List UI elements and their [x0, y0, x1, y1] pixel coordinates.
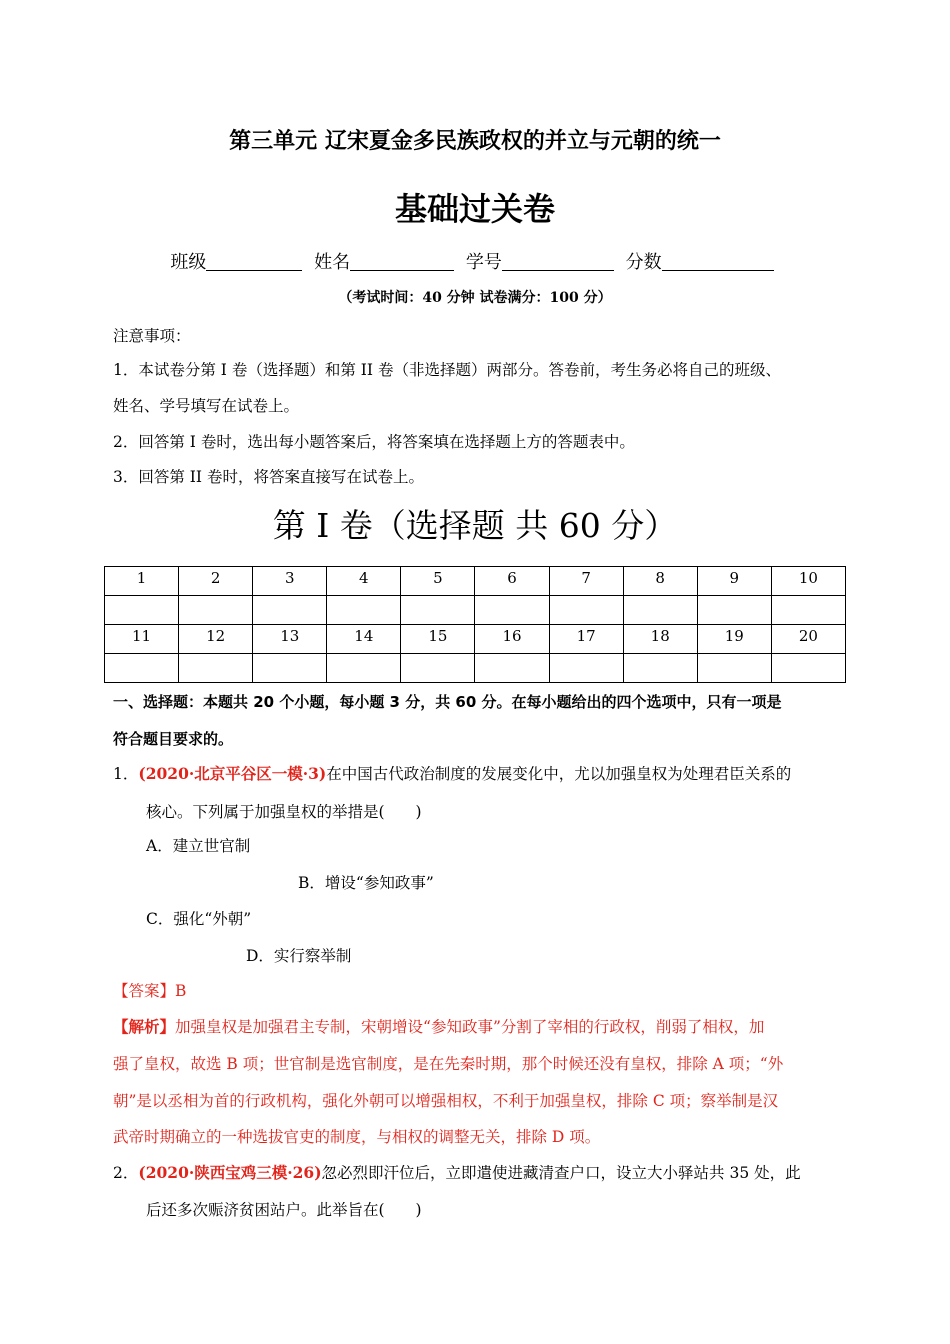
q1-analysis-line-2: 强了皇权，故选 B 项；世官制是选官制度，是在先秦时期，那个时候还没有皇权，排除 A 项；“外 — [113, 1055, 784, 1073]
class-blank[interactable] — [206, 252, 302, 271]
answer-cell[interactable] — [179, 654, 253, 683]
question-2 — [113, 1161, 801, 1183]
table-cell: 10 — [771, 567, 845, 596]
question-number: 1． — [113, 765, 139, 783]
answer-cell[interactable] — [697, 654, 771, 683]
table-cell: 3 — [253, 567, 327, 596]
mc-instructions: 一、选择题：本题共 20 个小题，每小题 3 分，共 60 分。在每小题给出的四个选项中，只有一项是 — [113, 693, 782, 711]
analysis-text: 加强皇权是加强君主专制，宋朝增设“参知政事”分割了宰相的行政权，削弱了相权，加 — [175, 1018, 765, 1036]
answer-cell[interactable] — [105, 654, 179, 683]
question-number: 2． — [113, 1164, 139, 1182]
table-cell: 6 — [475, 567, 549, 596]
notes-heading: 注意事项： — [113, 327, 191, 345]
answer-cell[interactable] — [401, 596, 475, 625]
answer-cell[interactable] — [549, 654, 623, 683]
question-source: (2020·陕西宝鸡三模·26) — [138, 1163, 322, 1182]
answer-cell[interactable] — [401, 654, 475, 683]
question-stem: 忽必烈即汗位后，立即遣使进藏清查户口，设立大小驿站共 35 处，此 — [321, 1164, 801, 1182]
score-blank[interactable] — [662, 252, 774, 271]
name-label: 姓名 — [314, 252, 351, 273]
table-cell: 11 — [105, 625, 179, 654]
answer-cell[interactable] — [327, 654, 401, 683]
answer-cell[interactable] — [179, 596, 253, 625]
question-stem: 在中国古代政治制度的发展变化中，尤以加强皇权为处理君臣关系的 — [326, 765, 792, 783]
note-item-1: 1．本试卷分第 I 卷（选择题）和第 II 卷（非选择题）两部分。答卷前，考生务必将自己的班级、 — [113, 361, 781, 379]
student-id-blank[interactable] — [502, 252, 614, 271]
table-cell: 15 — [401, 625, 475, 654]
table-cell: 20 — [771, 625, 845, 654]
table-cell: 14 — [327, 625, 401, 654]
answer-cell[interactable] — [327, 596, 401, 625]
note-item-2: 2．回答第 I 卷时，选出每小题答案后，将答案填在选择题上方的答题表中。 — [113, 433, 635, 451]
page-subtitle: 基础过关卷 — [394, 190, 555, 228]
name-blank[interactable] — [350, 252, 454, 271]
mc-instructions-cont: 符合题目要求的。 — [113, 730, 234, 748]
question-2-stem-cont: 后还多次赈济贫困站户。此举旨在( ) — [146, 1201, 422, 1219]
section-title: 第 I 卷（选择题 共 60 分） — [272, 506, 678, 545]
answer-table — [104, 566, 846, 683]
page-title: 第三单元 辽宋夏金多民族政权的并立与元朝的统一 — [229, 129, 721, 154]
q1-option-b[interactable]: B．增设“参知政事” — [298, 874, 434, 892]
class-label: 班级 — [170, 252, 207, 273]
answer-cell[interactable] — [475, 654, 549, 683]
question-source: (2020·北京平谷区一模·3) — [138, 764, 327, 783]
q1-option-a[interactable]: A．建立世官制 — [146, 837, 251, 855]
table-cell: 17 — [549, 625, 623, 654]
q1-analysis — [113, 1015, 764, 1037]
table-cell: 1 — [105, 567, 179, 596]
table-cell: 2 — [179, 567, 253, 596]
note-item-1-cont: 姓名、学号填写在试卷上。 — [113, 397, 300, 415]
table-cell: 12 — [179, 625, 253, 654]
table-cell: 13 — [253, 625, 327, 654]
answer-cell[interactable] — [623, 654, 697, 683]
table-cell: 7 — [549, 567, 623, 596]
answer-table-blank-row-1 — [105, 596, 846, 625]
exam-time-note: （考试时间：40 分钟 试卷满分：100 分） — [338, 290, 612, 306]
answer-cell[interactable] — [475, 596, 549, 625]
answer-cell[interactable] — [549, 596, 623, 625]
answer-cell[interactable] — [623, 596, 697, 625]
answer-table-header-row-2 — [105, 625, 846, 654]
answer-cell[interactable] — [697, 596, 771, 625]
answer-cell[interactable] — [253, 596, 327, 625]
answer-cell[interactable] — [771, 596, 845, 625]
answer-table-blank-row-2 — [105, 654, 846, 683]
answer-cell[interactable] — [253, 654, 327, 683]
q1-analysis-line-4: 武帝时期确立的一种选拔官吏的制度，与相权的调整无关，排除 D 项。 — [113, 1128, 601, 1146]
answer-cell[interactable] — [771, 654, 845, 683]
answer-table-header-row-1 — [105, 567, 846, 596]
student-id-label: 学号 — [465, 252, 502, 273]
q1-option-d[interactable]: D．实行察举制 — [246, 947, 352, 965]
answer-cell[interactable] — [105, 596, 179, 625]
note-item-3: 3．回答第 II 卷时，将答案直接写在试卷上。 — [113, 468, 424, 486]
analysis-label: 【解析】 — [113, 1018, 176, 1036]
q1-analysis-line-3: 朝”是以丞相为首的行政机构，强化外朝可以增强相权，不利于加强皇权，排除 C 项；察举制是汉 — [113, 1092, 779, 1110]
table-cell: 8 — [623, 567, 697, 596]
q1-answer: 【答案】B — [113, 982, 187, 1000]
table-cell: 19 — [697, 625, 771, 654]
score-label: 分数 — [625, 252, 662, 273]
table-cell: 4 — [327, 567, 401, 596]
q1-option-c[interactable]: C．强化“外朝” — [146, 910, 252, 928]
question-1-stem-cont: 核心。下列属于加强皇权的举措是( ) — [146, 803, 422, 821]
table-cell: 9 — [697, 567, 771, 596]
question-1 — [113, 762, 791, 784]
student-info-line — [0, 248, 950, 274]
table-cell: 16 — [475, 625, 549, 654]
table-cell: 5 — [401, 567, 475, 596]
table-cell: 18 — [623, 625, 697, 654]
